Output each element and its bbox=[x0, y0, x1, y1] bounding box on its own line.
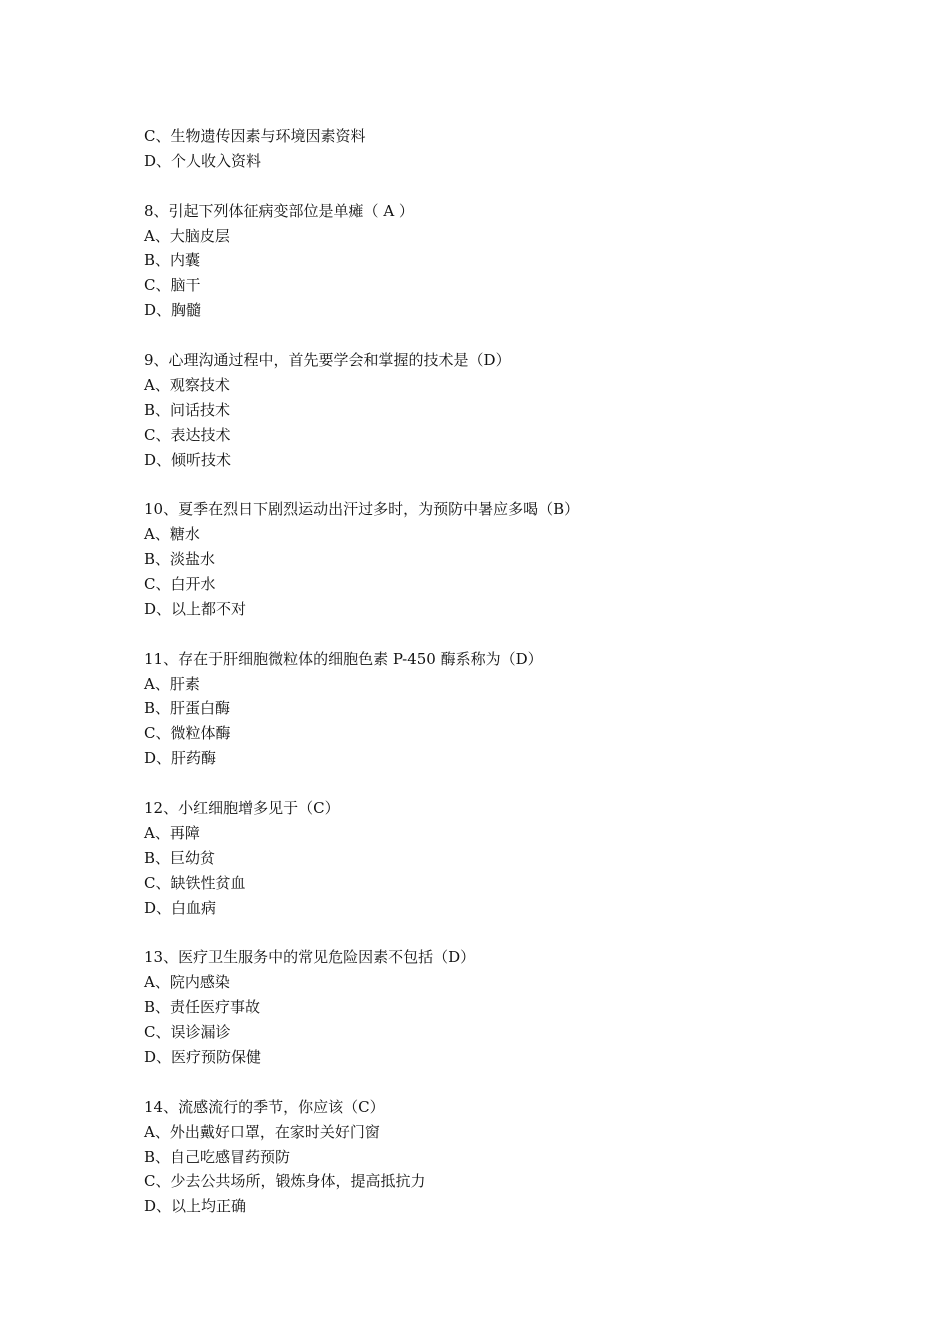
option-line: C、少去公共场所，锻炼身体，提高抵抗力 bbox=[144, 1172, 426, 1191]
spacer bbox=[144, 323, 844, 348]
question-line: 9、心理沟通过程中，首先要学会和掌握的技术是（D） bbox=[144, 351, 511, 370]
option-line: D、胸髓 bbox=[144, 301, 202, 320]
option-line: C、微粒体酶 bbox=[144, 724, 231, 743]
option-line: B、肝蛋白酶 bbox=[144, 699, 231, 718]
option-line: A、再障 bbox=[144, 823, 200, 842]
option-line: D、白血病 bbox=[144, 898, 217, 917]
option-line: D、医疗预防保健 bbox=[144, 1047, 262, 1066]
option-line: A、肝素 bbox=[144, 674, 200, 693]
question-line: 10、夏季在烈日下剧烈运动出汗过多时，为预防中暑应多喝（B） bbox=[144, 500, 580, 519]
question-line: 8、引起下列体征病变部位是单瘫（ A ） bbox=[144, 201, 414, 220]
option-line: C、误诊漏诊 bbox=[144, 1023, 231, 1042]
option-line: B、问话技术 bbox=[144, 400, 231, 419]
option-line: B、责任医疗事故 bbox=[144, 998, 261, 1017]
spacer bbox=[144, 1070, 844, 1095]
option-line: C、白开水 bbox=[144, 575, 216, 594]
option-line: B、巨幼贫 bbox=[144, 848, 216, 867]
option-line: A、外出戴好口罩，在家时关好门窗 bbox=[144, 1122, 380, 1141]
option-line: A、院内感染 bbox=[144, 973, 230, 992]
option-line: A、观察技术 bbox=[144, 375, 230, 394]
option-line: D、以上都不对 bbox=[144, 599, 247, 618]
spacer bbox=[144, 622, 844, 647]
option-line: D、肝药酶 bbox=[144, 749, 217, 768]
question-list bbox=[144, 124, 844, 1219]
spacer bbox=[144, 472, 844, 497]
option-line: B、自己吃感冒药预防 bbox=[144, 1147, 291, 1166]
option-line: C、表达技术 bbox=[144, 425, 231, 444]
option-line: A、糖水 bbox=[144, 525, 200, 544]
spacer bbox=[144, 771, 844, 796]
option-line: B、淡盐水 bbox=[144, 550, 216, 569]
option-line: A、大脑皮层 bbox=[144, 226, 230, 245]
option-line: C、缺铁性贫血 bbox=[144, 873, 246, 892]
question-line: 11、存在于肝细胞微粒体的细胞色素 P-450 酶系称为（D） bbox=[144, 649, 543, 668]
option-line: B、内囊 bbox=[144, 251, 201, 270]
question-line: 12、小红细胞增多见于（C） bbox=[144, 799, 340, 818]
option-line: D、倾听技术 bbox=[144, 450, 232, 469]
question-line: 13、医疗卫生服务中的常见危险因素不包括（D） bbox=[144, 948, 476, 967]
option-line: D、以上均正确 bbox=[144, 1197, 247, 1216]
question-line: 14、流感流行的季节，你应该（C） bbox=[144, 1097, 385, 1116]
option-line: C、生物遗传因素与环境因素资料 bbox=[144, 127, 366, 145]
option-line: D、个人收入资料 bbox=[144, 151, 262, 170]
option-line: C、脑干 bbox=[144, 276, 201, 295]
spacer bbox=[144, 174, 844, 199]
spacer bbox=[144, 921, 844, 946]
